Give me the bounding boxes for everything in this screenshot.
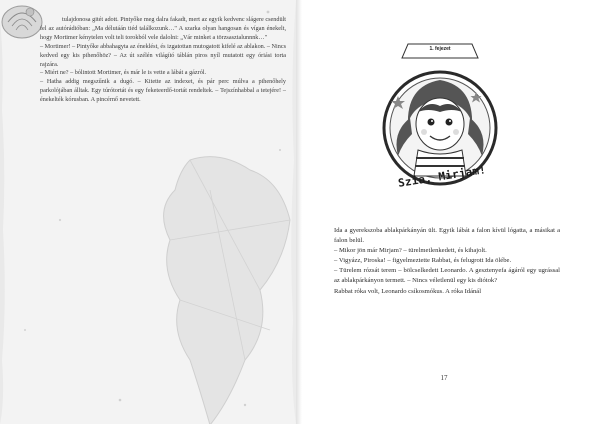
chapter-label: 1. fejezet [429,46,451,52]
right-paragraph-1: Ida a gyerekszoba ablakpárkányán ült. Egyik lábát a falon kívül lógatta, a másikat a falon belül. [334,227,560,245]
left-paragraph-1: tulajdonosa gitét adott. Pintyőke meg dalra fakadt, mert az egyik kedvenc slágere csendült fel az autórádióban: „Ma délutáán tiéd találkozunk…" A szarka olyan hangosan és vígan énekelt, hogy Mortimer kénytelen volt teli torokból vele dalolni: „Vár minket a törzsasztalunnnk…" [40,16,286,41]
left-paragraph-4: – Hatha addig megszűnik a dugó. – Kitette az indexet, és pár perc múlva a pihenőhely parkolójában álltak. Egy túrótortát és egy feketeerdő-tortát rendeltek. – Tejszínhabbal a tetejére! – énekelték kórusban. A pincérnő nevetett. [40,78,286,104]
left-paragraph-3: – Miért ne? – bólintott Mortimer, és már le is vette a lábát a gázról. [40,69,207,77]
right-paragraph-3: – Vigyázz, Piroska! – figyelmeztette Rabbat, és felugrott Ida ölébe. [334,257,512,265]
left-paragraph-2: – Mortimer! – Pintyőke abbahagyta az éneklést, és izgatottan mutogatott kifelé az ablakon. – Nincs kedved egy kis pihenőhöz? – Az út szélén világító táblán piros nyíl mutatott egy óriási torta rajzára. [40,42,286,68]
page-number: 17 [440,374,448,382]
left-page-body [40,16,286,105]
right-page-body [334,226,560,297]
right-paragraph-2: – Mikor jön már Mirjam? – türelmetlenkedett, és kihajolt. [334,247,487,255]
right-paragraph-5: Rabbat róka volt, Leonardo csíkosmókus. A róka Idánál [334,287,482,295]
left-page [0,0,296,424]
map-illustration [150,150,296,424]
right-paragraph-4: – Türelem rózsát terem – bölcselkedett Leonardo. A gesztenyefa ágáról egy ugrással az ablakpárkányon termett. – Nincs véletlenül egy kis diótok? [334,267,560,285]
chapter-title: Szia, Mirjam! [397,163,487,190]
